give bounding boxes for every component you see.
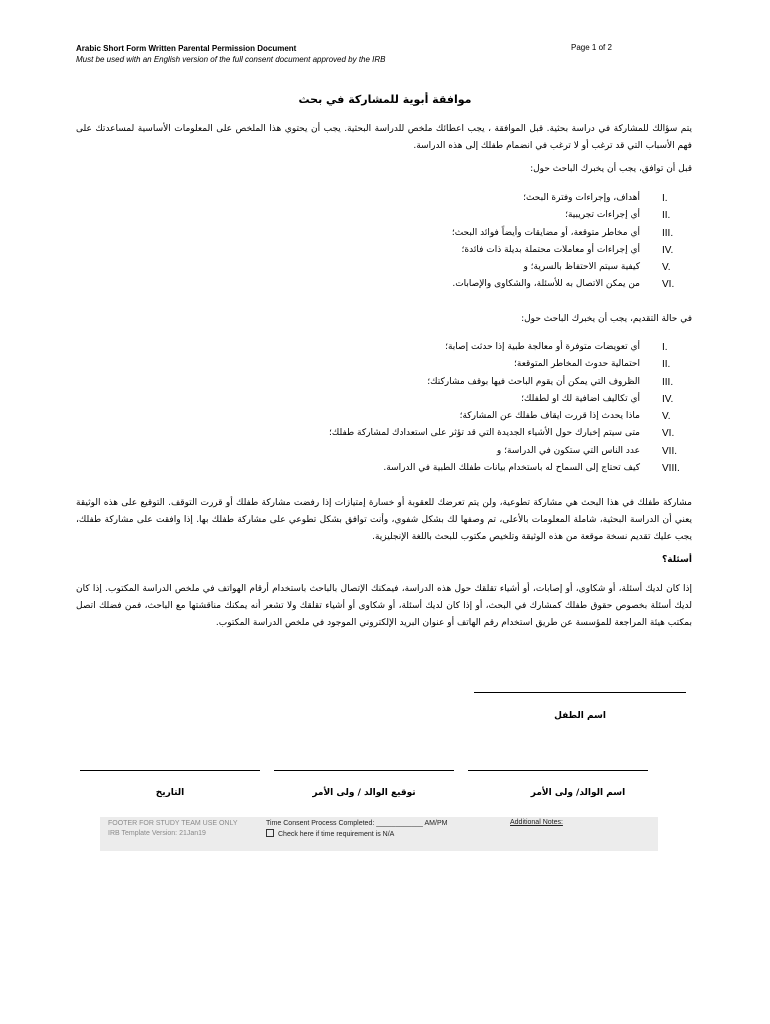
parent-signature-label: توقيع الوالد / ولى الأمر	[312, 788, 416, 798]
questions-paragraph: إذا كان لديك أسئلة، أو شكاوى، أو إصابات، أو أشياء تقلقك حول هذه الدراسة، فيمكنك الإتصال بالباحث باستخدام أرقام الهواتف في ملخص الدراسة المكتوب. إذا كان لديك أسئلة بخصوص حقوق طفلك كمشارك في البحث، أو إذا كان لديك أسئلة، أو شكاوى أو أشياء تقلقك ولا تشعر أنه يمكنك مناقشتها مع الباحث، فمن فضلك اتصل بمكتب هيئة المراجعة للمؤسسة عن طريق استخدام رقم الهاتف أو عنوان البريد الإلكتروني الموجود في ملخص الدراسة المكتوب.	[76, 584, 692, 628]
item-text: عدد الناس التي ستكون في الدراسة؛ و	[496, 445, 640, 456]
item-text: متى سيتم إخبارك حول الأشياء الجديدة التي قد تؤثر على استعدادك لمشاركة طفلك؛	[329, 428, 640, 439]
footer-study-team-label: FOOTER FOR STUDY TEAM USE ONLY	[108, 820, 238, 827]
list-item	[76, 463, 692, 480]
before-list	[76, 193, 692, 297]
item-number: I.	[662, 342, 668, 353]
list-item	[76, 394, 692, 411]
item-text: أي إجراءات أو معاملات محتملة بديلة ذات فائدة؛	[461, 244, 640, 255]
list-item	[76, 210, 692, 227]
child-name-label: اسم الطفل	[554, 711, 606, 721]
item-number: IV.	[662, 244, 674, 256]
item-text: الظروف التي يمكن أن يقوم الباحث فيها بوقف مشاركتك؛	[427, 376, 640, 387]
item-text: أي تكاليف اضافية لك او لطفلك؛	[521, 393, 640, 404]
parent-name-label: اسم الوالد/ ولى الأمر	[530, 788, 626, 798]
item-number: VI.	[662, 279, 675, 291]
list-item	[76, 446, 692, 463]
child-name-line[interactable]	[474, 692, 686, 693]
footer-irb-version: IRB Template Version: 21Jan19	[108, 830, 206, 837]
item-text: كيف تحتاج إلى السماح له باستخدام بيانات طفلك الطبية في الدراسة.	[383, 463, 640, 474]
parent-name-line[interactable]	[468, 770, 648, 771]
item-number: III.	[662, 227, 674, 239]
document-header	[76, 43, 386, 65]
list-item	[76, 193, 692, 210]
list-item	[76, 359, 692, 376]
item-text: كيفية سيتم الاحتفاظ بالسرية؛ و	[523, 262, 640, 273]
item-text: أي إجراءات تجريبية؛	[565, 210, 640, 221]
footer-middle	[266, 819, 447, 840]
applicable-list	[76, 342, 692, 480]
before-label: قبل أن توافق، يجب أن يخبرك الباحث حول:	[530, 164, 692, 174]
item-number: I.	[662, 193, 668, 204]
voluntary-paragraph: مشاركة طفلك في هذا البحث هي مشاركة تطوعية، ولن يتم تعرضك للعقوبة أو خسارة إمتيازات إذا رفضت مشاركة طفلك أو قررت التوقف. التوقيع على هذه الوثيقة يعني أن الدراسة البحثية، شاملة المعلومات بالأعلى، تم وصفها لك بشكل شفوي، وأنت توافق بشكل تطوعي على مشاركة طفلك بها. إذا وافقت على مشاركة طفلك، يجب عليك تقديم نسخة موقعة من هذه الوثيقة وتلخيص مكتوب للبحث باللغة الإنجليزية.	[76, 498, 692, 542]
item-number: II.	[662, 210, 671, 222]
item-text: احتمالية حدوث المخاطر المتوقعة؛	[514, 359, 640, 370]
list-item	[76, 411, 692, 428]
item-number: II.	[662, 359, 671, 371]
item-text: أي مخاطر متوقعة، أو مضايقات وأيضاً فوائد البحث؛	[451, 227, 640, 238]
study-team-footer	[100, 817, 658, 851]
item-text: من يمكن الاتصال به للأسئلة، والشكاوى والإصابات.	[452, 279, 640, 290]
item-number: III.	[662, 376, 674, 388]
date-line[interactable]	[80, 770, 260, 771]
page-title: موافقة أبوية للمشاركة في بحث	[298, 93, 472, 106]
parent-signature-line[interactable]	[274, 770, 454, 771]
list-item	[76, 245, 692, 262]
na-checkbox-row[interactable]	[266, 829, 447, 840]
list-item	[76, 228, 692, 245]
checkbox-label: Check here if time requirement is N/A	[278, 831, 395, 838]
item-text: أي تعويضات متوفرة أو معالجة طبية إذا حدثت إصابة؛	[445, 342, 640, 352]
item-number: V.	[662, 262, 671, 274]
item-text: أهداف، وإجراءات وفترة البحث؛	[523, 193, 640, 203]
page-label: Page 1 of 2	[571, 43, 612, 52]
item-number: VIII.	[662, 463, 680, 475]
list-item	[76, 262, 692, 279]
questions-heading: أسئلة؟	[662, 555, 692, 565]
item-number: IV.	[662, 393, 674, 405]
item-number: VII.	[662, 445, 678, 457]
list-item	[76, 279, 692, 296]
additional-notes-label[interactable]: Additional Notes:	[510, 819, 563, 826]
checkbox-icon[interactable]	[266, 829, 274, 837]
date-label: التاريخ	[155, 788, 185, 798]
list-item	[76, 428, 692, 445]
intro-paragraph: يتم سؤالك للمشاركة في دراسة بحثية. قبل الموافقة ، يجب اعطائك ملخص للدراسة البحثية. يجب أن يحتوي هذا الملخص على المعلومات الأساسية لمساعدتك على فهم الأسباب التي قد ترغب أو لا ترغب في انضمام طفلك إلى هذه الدراسة.	[76, 124, 692, 151]
footer-left	[108, 819, 238, 839]
applicable-label: في حالة التقديم، يجب أن يخبرك الباحث حول:	[521, 314, 692, 324]
item-text: ماذا يحدث إذا قررت ايقاف طفلك عن المشاركة؛	[459, 411, 640, 422]
item-number: VI.	[662, 428, 675, 440]
doc-note: Must be used with an English version of the full consent document approved by the IRB	[76, 55, 386, 64]
item-number: V.	[662, 411, 671, 423]
doc-title: Arabic Short Form Written Parental Permission Document	[76, 44, 297, 53]
list-item	[76, 377, 692, 394]
time-consent-field[interactable]: Time Consent Process Completed: ____________ AM/PM	[266, 820, 448, 827]
list-item	[76, 342, 692, 359]
